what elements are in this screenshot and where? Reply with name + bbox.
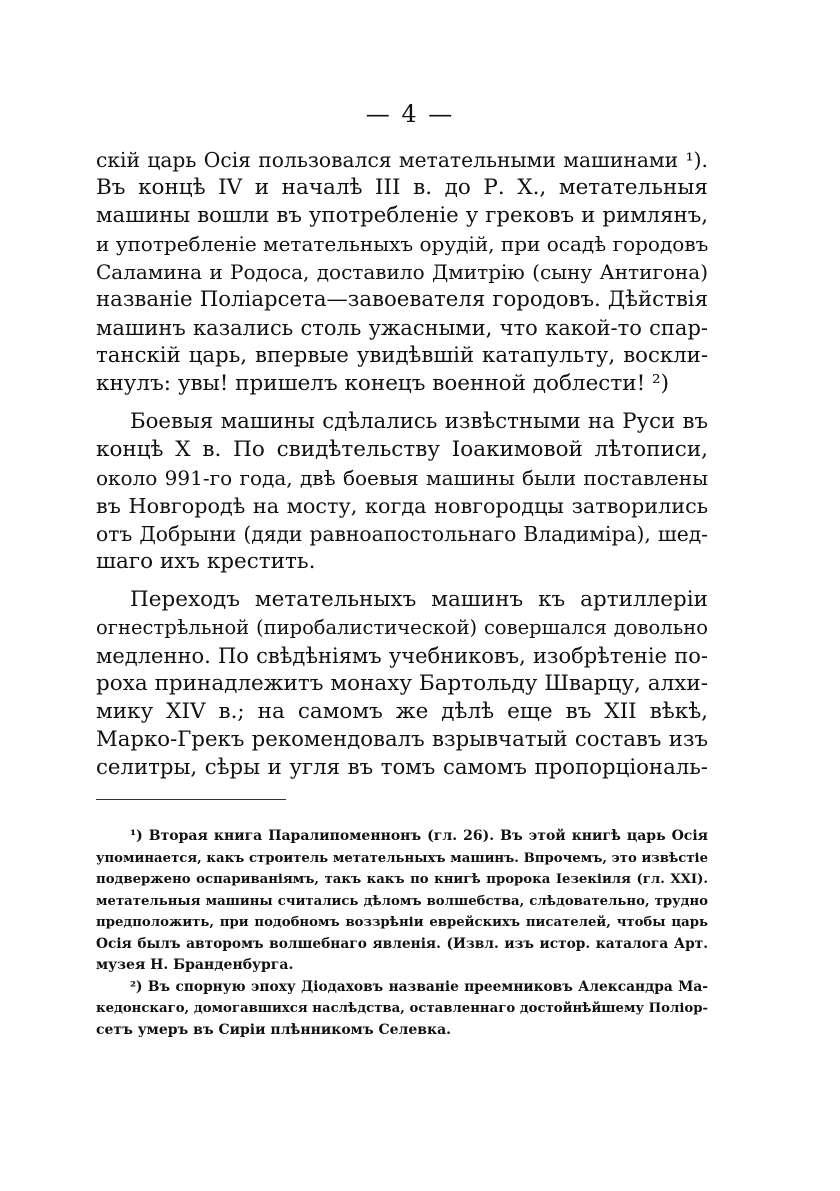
- footnote-line: Осія былъ авторомъ волшебнаго явленія. (Извл. изъ истор. каталога Арт.: [96, 935, 708, 952]
- text-line: концѣ X в. По свидѣтельству Іоакимовой лѣтописи,: [96, 437, 708, 462]
- footnote-line: музея Н. Бранденбурга.: [96, 957, 294, 973]
- text-line: отъ Добрыни (дяди равноапостольнаго Владиміра), шед-: [96, 522, 708, 546]
- footnotes: [96, 826, 708, 1041]
- text-line: названіе Поліарсета—завоевателя городовъ. Дѣйствія: [96, 287, 708, 312]
- main-text: [96, 146, 708, 782]
- text-line: танскій царь, впервые увидѣвшій катапульту, воскли-: [96, 343, 708, 368]
- text-line: Саламина и Родоса, доставило Дмитрію (сыну Антигона): [96, 260, 708, 284]
- footnote-line: метательныя машины считались дѣломъ волшебства, слѣдовательно, трудно: [96, 893, 708, 909]
- text-line: шаго ихъ крестить.: [96, 549, 316, 574]
- text-line: кнулъ: увы! пришелъ конецъ военной доблести! ²): [96, 371, 670, 396]
- footnote-separator: [96, 799, 286, 800]
- text-line: въ Новгородѣ на мосту, когда новгородцы затворились: [96, 494, 708, 518]
- page-number: — 4 —: [365, 100, 455, 128]
- footnote-line: ²) Въ спорную эпоху Діодаховъ названіе преемниковъ Александра Ма-: [130, 978, 708, 995]
- text-line: медленно. По свѣдѣніямъ учебниковъ, изобрѣтеніе по-: [96, 644, 708, 668]
- footnote-line: сетъ умеръ въ Сиріи плѣнникомъ Селевка.: [96, 1021, 452, 1038]
- text-line: Боевыя машины сдѣлались извѣстными на Руси въ: [130, 409, 708, 434]
- footnote-line: упоминается, какъ строитель метательныхъ машинъ. Впрочемъ, это извѣстіе: [96, 850, 708, 866]
- footnote-line: предположить, при подобномъ воззрѣніи еврейскихъ писателей, чтобы царь: [96, 915, 708, 930]
- footnote-line: ¹) Вторая книга Паралипоменнонъ (гл. 26). Въ этой книгѣ царь Осія: [130, 828, 708, 844]
- text-line: Марко-Грекъ рекомендовалъ взрывчатый составъ изъ: [96, 727, 708, 752]
- text-line: машинъ казались столь ужасными, что какой-то спар-: [96, 316, 708, 340]
- paragraph-3: [96, 586, 708, 782]
- text-line: селитры, сѣры и угля въ томъ самомъ пропорціональ-: [96, 755, 708, 780]
- text-line: и употребленіе метательныхъ орудій, при осадѣ городовъ: [96, 232, 709, 256]
- text-line: Переходъ метательныхъ машинъ къ артиллеріи: [130, 587, 708, 612]
- footnote-1: [96, 826, 708, 977]
- text-line: машины вошли въ употребленіе у грековъ и римлянъ,: [96, 203, 708, 228]
- text-line: Въ концѣ IV и началѣ III в. до Р. Х., метательныя: [96, 175, 708, 200]
- paragraph-2: [96, 408, 708, 576]
- paragraph-1: [96, 146, 708, 398]
- text-line: роха принадлежитъ монаху Бартольду Шварцу, алхи-: [96, 671, 708, 696]
- text-line: около 991-го года, двѣ боевыя машины были поставлены: [96, 466, 708, 490]
- footnote-line: подвержено оспариваніямъ, такъ какъ по книгѣ пророка Іезекіиля (гл. XXI).: [96, 872, 708, 887]
- text-line: мику XIV в.; на самомъ же дѣлѣ еще въ XII вѣкѣ,: [96, 699, 708, 724]
- text-line: огнестрѣльной (пиробалистической) совершался довольно: [96, 616, 708, 639]
- footnote-2: [96, 977, 708, 1042]
- text-line: скій царь Осія пользовался метательными машинами ¹).: [96, 148, 708, 172]
- footnote-line: кедонскаго, домогавшихся наслѣдства, оставленнаго достойнѣйшему Поліор-: [96, 1001, 708, 1016]
